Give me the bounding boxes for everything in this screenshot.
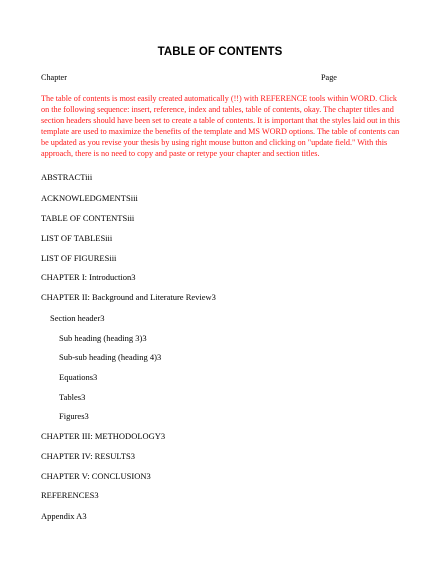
toc-entry-chapter-5[interactable]: CHAPTER V: CONCLUSION3 — [41, 471, 151, 481]
toc-entry-chapter-2[interactable]: CHAPTER II: Background and Literature Review3 — [41, 292, 216, 302]
toc-entry-tables[interactable]: Tables3 — [59, 392, 86, 402]
toc-entry-figures[interactable]: Figures3 — [59, 411, 89, 421]
toc-entry-section-header[interactable]: Section header3 — [50, 313, 105, 323]
toc-entry-list-of-tables[interactable]: LIST OF TABLESiii — [41, 233, 113, 243]
toc-entry-chapter-3[interactable]: CHAPTER III: METHODOLOGY3 — [41, 431, 166, 441]
document-title: TABLE OF CONTENTS — [157, 46, 283, 58]
chapter-column-header: Chapter — [41, 73, 67, 82]
toc-entry-acknowledgments[interactable]: ACKNOWLEDGMENTSiii — [41, 193, 138, 203]
toc-entry-sub-heading[interactable]: Sub heading (heading 3)3 — [59, 333, 147, 343]
toc-entry-abstract[interactable]: ABSTRACTiii — [41, 172, 93, 182]
toc-entry-appendix-a[interactable]: Appendix A3 — [41, 511, 87, 521]
toc-entry-equations[interactable]: Equations3 — [59, 372, 98, 382]
toc-entry-references[interactable]: REFERENCES3 — [41, 490, 99, 500]
toc-entry-chapter-1[interactable]: CHAPTER I: Introduction3 — [41, 272, 136, 282]
page-column-header: Page — [321, 73, 337, 82]
toc-entry-chapter-4[interactable]: CHAPTER IV: RESULTS3 — [41, 451, 135, 461]
toc-entry-list-of-figures[interactable]: LIST OF FIGURESiii — [41, 253, 117, 263]
toc-entry-sub-sub-heading[interactable]: Sub-sub heading (heading 4)3 — [59, 352, 162, 362]
instruction-note: The table of contents is most easily created automatically (!!) with REFERENCE tools within WORD. Click on the following sequence: insert, reference, index and tables, table of contents, okay. The chapter titles and section headers should have been set to create a table of contents. It is important that the styles laid out in this template are used to maximize the benefits of the template and MS WORD options. The table of contents can be updated as you revise your thesis by using right mouse button and clicking on "update field." With this approach, there is no need to copy and paste or retype your chapter and section titles. — [41, 94, 400, 158]
toc-entry-table-of-contents[interactable]: TABLE OF CONTENTSiii — [41, 213, 135, 223]
